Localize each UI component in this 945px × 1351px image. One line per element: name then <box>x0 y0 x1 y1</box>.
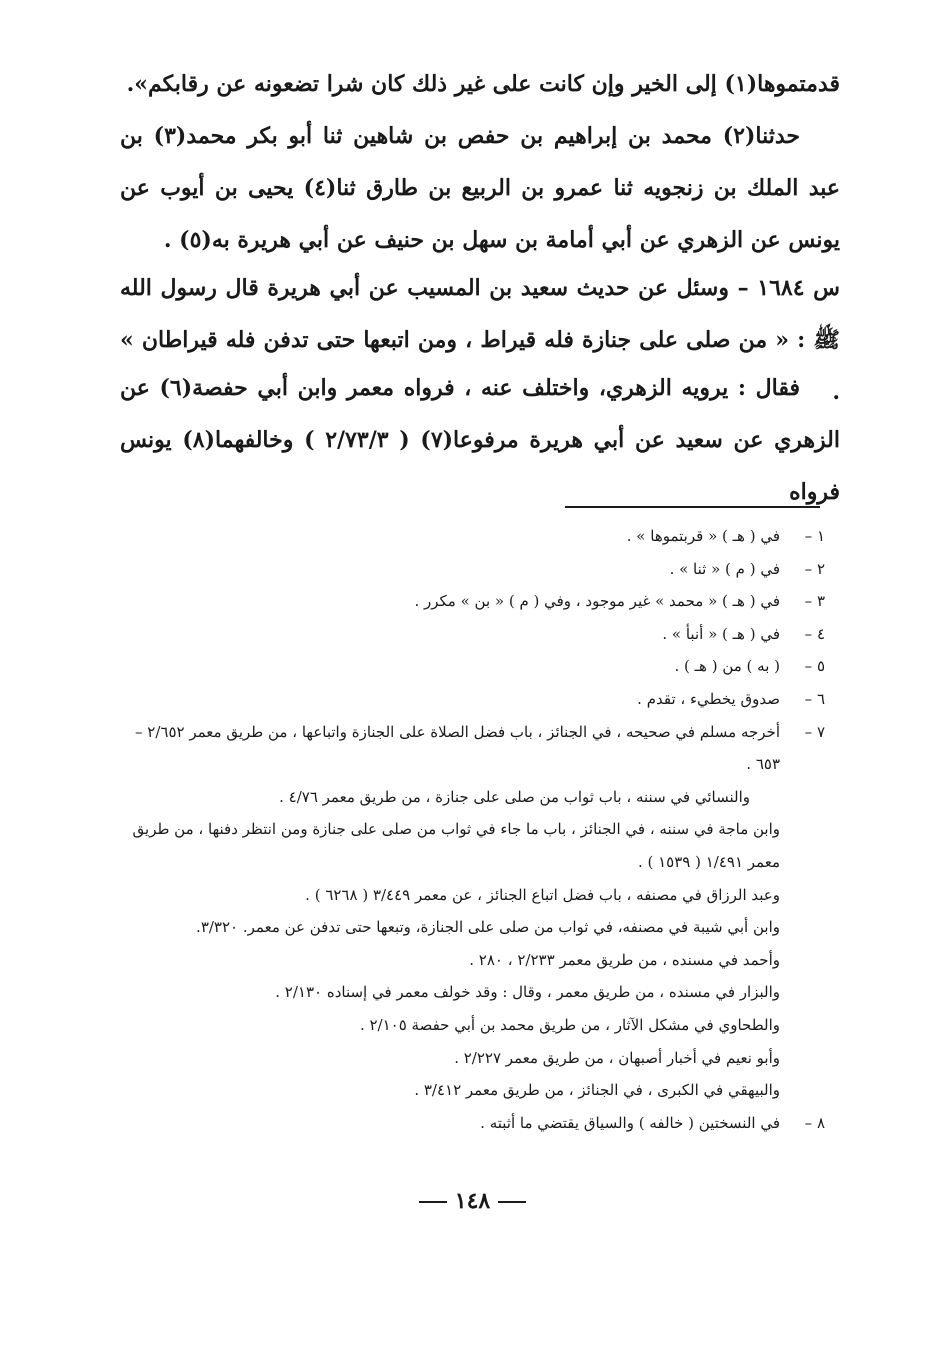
page-number-value: ١٤٨ <box>454 1188 491 1214</box>
footnote-number: ٢ – <box>804 559 825 578</box>
footnote-7-source-ibn-abi-shaybah: وابن أبي شيبة في مصنفه، في ثواب من صلى على الجنازة، وتبعها حتى تدفن عن معمر. ٣/٣٢٠. <box>196 918 780 937</box>
page-number <box>0 1188 945 1214</box>
answer-paragraph: فقال : يرويه الزهري، واختلف عنه ، فرواه معمر وابن أبي حفصة(٦) عن الزهري عن سعيد عن أبي هريرة مرفوعا(٧) ( ٢/٧٣/٣ ) وخالفهما(٨) يونس فرواه <box>120 375 840 505</box>
footnote-1 <box>120 520 825 553</box>
footnote-text: أخرجه مسلم في صحيحه ، في الجنائز ، باب فضل الصلاة على الجنازة واتباعها ، من طريق معمر ٢/٦٥٢ – ٦٥٣ . <box>135 722 780 774</box>
footnote-text: في ( م ) « ثنا » . <box>669 559 780 578</box>
footnote-number: ١ – <box>804 527 825 545</box>
footnote-number: ٥ – <box>804 657 825 676</box>
body-paragraph-1: قدمتموها(١) إلى الخير وإن كانت على غير ذلك كان شرا تضعونه عن رقابكم». <box>126 71 840 97</box>
footnote-number: ٣ – <box>804 592 825 611</box>
footnote-number: ٨ – <box>804 1113 825 1132</box>
footnote-divider <box>565 506 820 508</box>
footnote-5 <box>120 650 825 683</box>
footnote-7-source-bayhaqi: والبيهقي في الكبرى ، في الجنائز ، من طريق معمر ٣/٤١٢ . <box>414 1081 780 1100</box>
question-1684: س ١٦٨٤ – وسئل عن حديث سعيد بن المسيب عن أبي هريرة قال رسول الله ﷺ : « من صلى على جنازة فله قيراط ، ومن اتبعها حتى تدفن فله قيراطان » . <box>120 275 840 405</box>
footnote-text: صدوق يخطيء ، تقدم . <box>637 689 780 708</box>
footnote-text: في النسختين ( خالفه ) والسياق يقتضي ما أثبته . <box>480 1113 780 1132</box>
footnote-number: ٦ – <box>804 689 825 708</box>
footnote-7-source-ibn-majah: وابن ماجة في سننه ، في الجنائز ، باب ما جاء في ثواب من صلى على جنازة ومن انتظر دفنها ، من طريق معمر ١/٤٩١ ( ١٥٣٩ ) . <box>132 820 780 871</box>
footnote-7-source-tahawi: والطحاوي في مشكل الآثار ، من طريق محمد بن أبي حفصة ٢/١٠٥ . <box>359 1015 780 1034</box>
body-paragraph-2: حدثنا(٢) محمد بن إبراهيم بن حفص بن شاهين ثنا أبو بكر محمد(٣) بن عبد الملك بن زنجويه ثنا عمرو بن الربيع بن طارق ثنا(٤) يحيى بن أيوب عن يونس عن الزهري عن أبي أمامة بن سهل بن حنيف عن أبي هريرة به(٥) . <box>120 123 841 253</box>
footnotes <box>120 520 825 1139</box>
footnote-7-source-abdurrazzaq: وعبد الرزاق في مصنفه ، باب فضل اتباع الجنائز ، عن معمر ٣/٤٤٩ ( ٦٢٦٨ ) . <box>305 885 780 904</box>
footnote-4 <box>120 618 825 651</box>
footnote-8 <box>120 1107 825 1140</box>
footnote-text: في ( هـ ) « أنبأ » . <box>662 624 780 643</box>
footnote-text: ( به ) من ( هـ ) . <box>674 657 780 676</box>
footnote-text: في ( هـ ) « محمد » غير موجود ، وفي ( م ) « بن » مكرر . <box>414 592 780 611</box>
footnote-number: ٤ – <box>804 624 825 643</box>
footnote-7-source-ahmad: وأحمد في مسنده ، من طريق معمر ٢/٢٣٣ ، ٢٨٠ . <box>469 950 780 969</box>
footnote-7 <box>120 716 825 781</box>
page-number-dash <box>419 1201 447 1203</box>
footnote-7-source-abu-nuaym: وأبو نعيم في أخبار أصبهان ، من طريق معمر ٢/٢٢٧ . <box>454 1048 780 1067</box>
footnote-text: في ( هـ ) « قربتموها » . <box>626 527 780 545</box>
page-number-dash <box>498 1201 526 1203</box>
footnote-2 <box>120 553 825 586</box>
footnote-3 <box>120 585 825 618</box>
footnote-6 <box>120 683 825 716</box>
footnote-7-source-bazzar: والبزار في مسنده ، من طريق معمر ، وقال : وقد خولف معمر في إسناده ٢/١٣٠ . <box>275 983 780 1002</box>
footnote-7-source-nasai: والنسائي في سننه ، باب ثواب من صلى على جنازة ، من طريق معمر ٤/٧٦ . <box>279 787 750 806</box>
footnote-number: ٧ – <box>804 722 825 741</box>
